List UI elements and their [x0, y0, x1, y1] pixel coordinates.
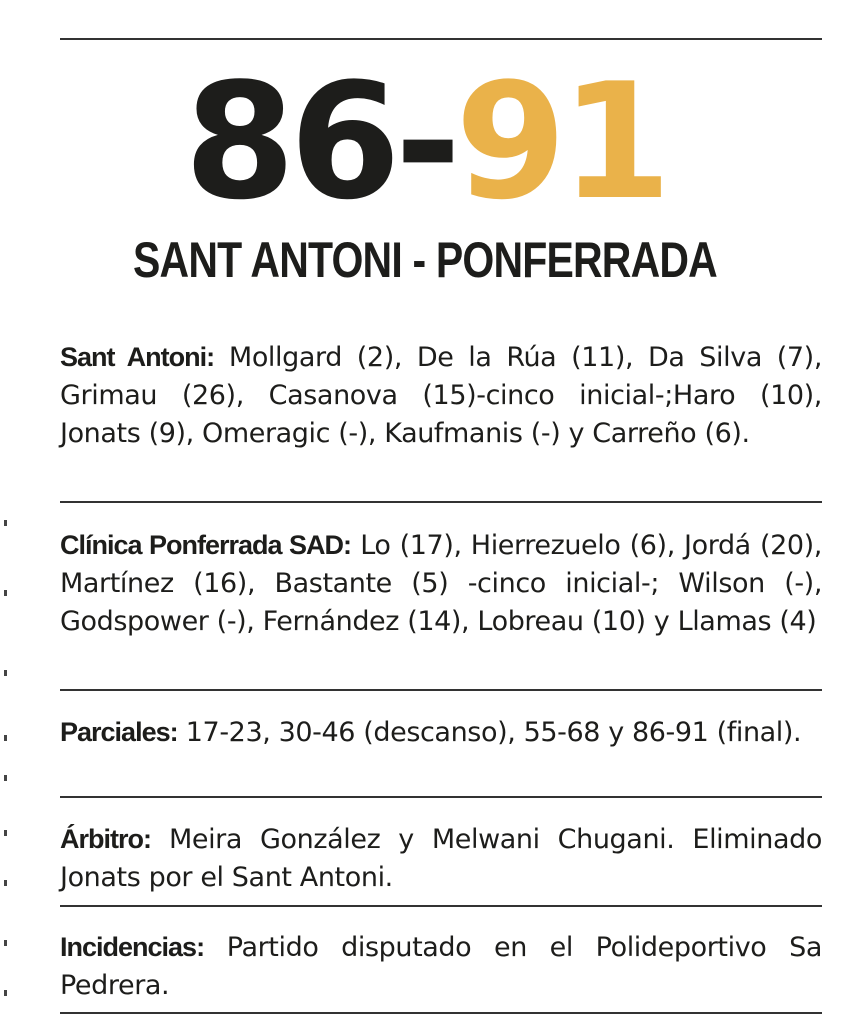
section-incidencias: [60, 928, 822, 1005]
away-score: 91: [455, 48, 666, 235]
home-score: 86: [184, 48, 395, 235]
section-sant-antoni: [60, 338, 822, 453]
page-edge-mark: [4, 735, 7, 741]
section-text: Mollgard (2), De la Rúa (11), Da Silva (7), Grimau (26), Casanova (15)-cinco inicial-;Haro (10), Jonats (9), Omeragic (-), Kaufmanis (-) y Carreño (6).: [60, 342, 823, 449]
page-edge-mark: [4, 880, 7, 886]
divider: [60, 905, 822, 907]
section-label: Incidencias:: [60, 932, 205, 962]
score-separator: -: [394, 48, 456, 235]
section-text: Partido disputado en el Polideportivo Sa Pedrera.: [60, 932, 822, 1001]
section-parciales: [60, 713, 822, 752]
section-text: Meira González y Melwani Chugani. Eliminado Jonats por el Sant Antoni.: [60, 824, 822, 893]
section-label: Parciales:: [60, 717, 178, 747]
bottom-rule: [60, 1012, 822, 1014]
teams-headline: SANT ANTONI - PONFERRADA: [133, 232, 717, 288]
page-edge-mark: [4, 990, 7, 996]
divider: [60, 501, 822, 503]
section-label: Clínica Ponferrada SAD:: [60, 530, 352, 560]
page-edge-mark: [4, 775, 7, 781]
final-score: [0, 48, 850, 235]
section-ponferrada: [60, 526, 822, 641]
page-edge-mark: [4, 590, 7, 596]
section-text: Lo (17), Hierrezuelo (6), Jordá (20), Martínez (16), Bastante (5) -cinco inicial-; Wilson (-), Godspower (-), Fernández (14), Lobreau (10) y Llamas (4): [60, 530, 822, 637]
section-text: 17-23, 30-46 (descanso), 55-68 y 86-91 (final).: [177, 717, 802, 748]
section-arbitro: [60, 820, 822, 897]
divider: [60, 796, 822, 798]
page-edge-mark: [4, 940, 7, 946]
section-label: Sant Antoni:: [60, 342, 215, 372]
page-edge-mark: [4, 670, 7, 676]
divider: [60, 689, 822, 691]
top-rule: [60, 38, 822, 40]
page-edge-mark: [4, 830, 7, 836]
section-label: Árbitro:: [60, 824, 151, 854]
page-edge-mark: [4, 520, 7, 526]
